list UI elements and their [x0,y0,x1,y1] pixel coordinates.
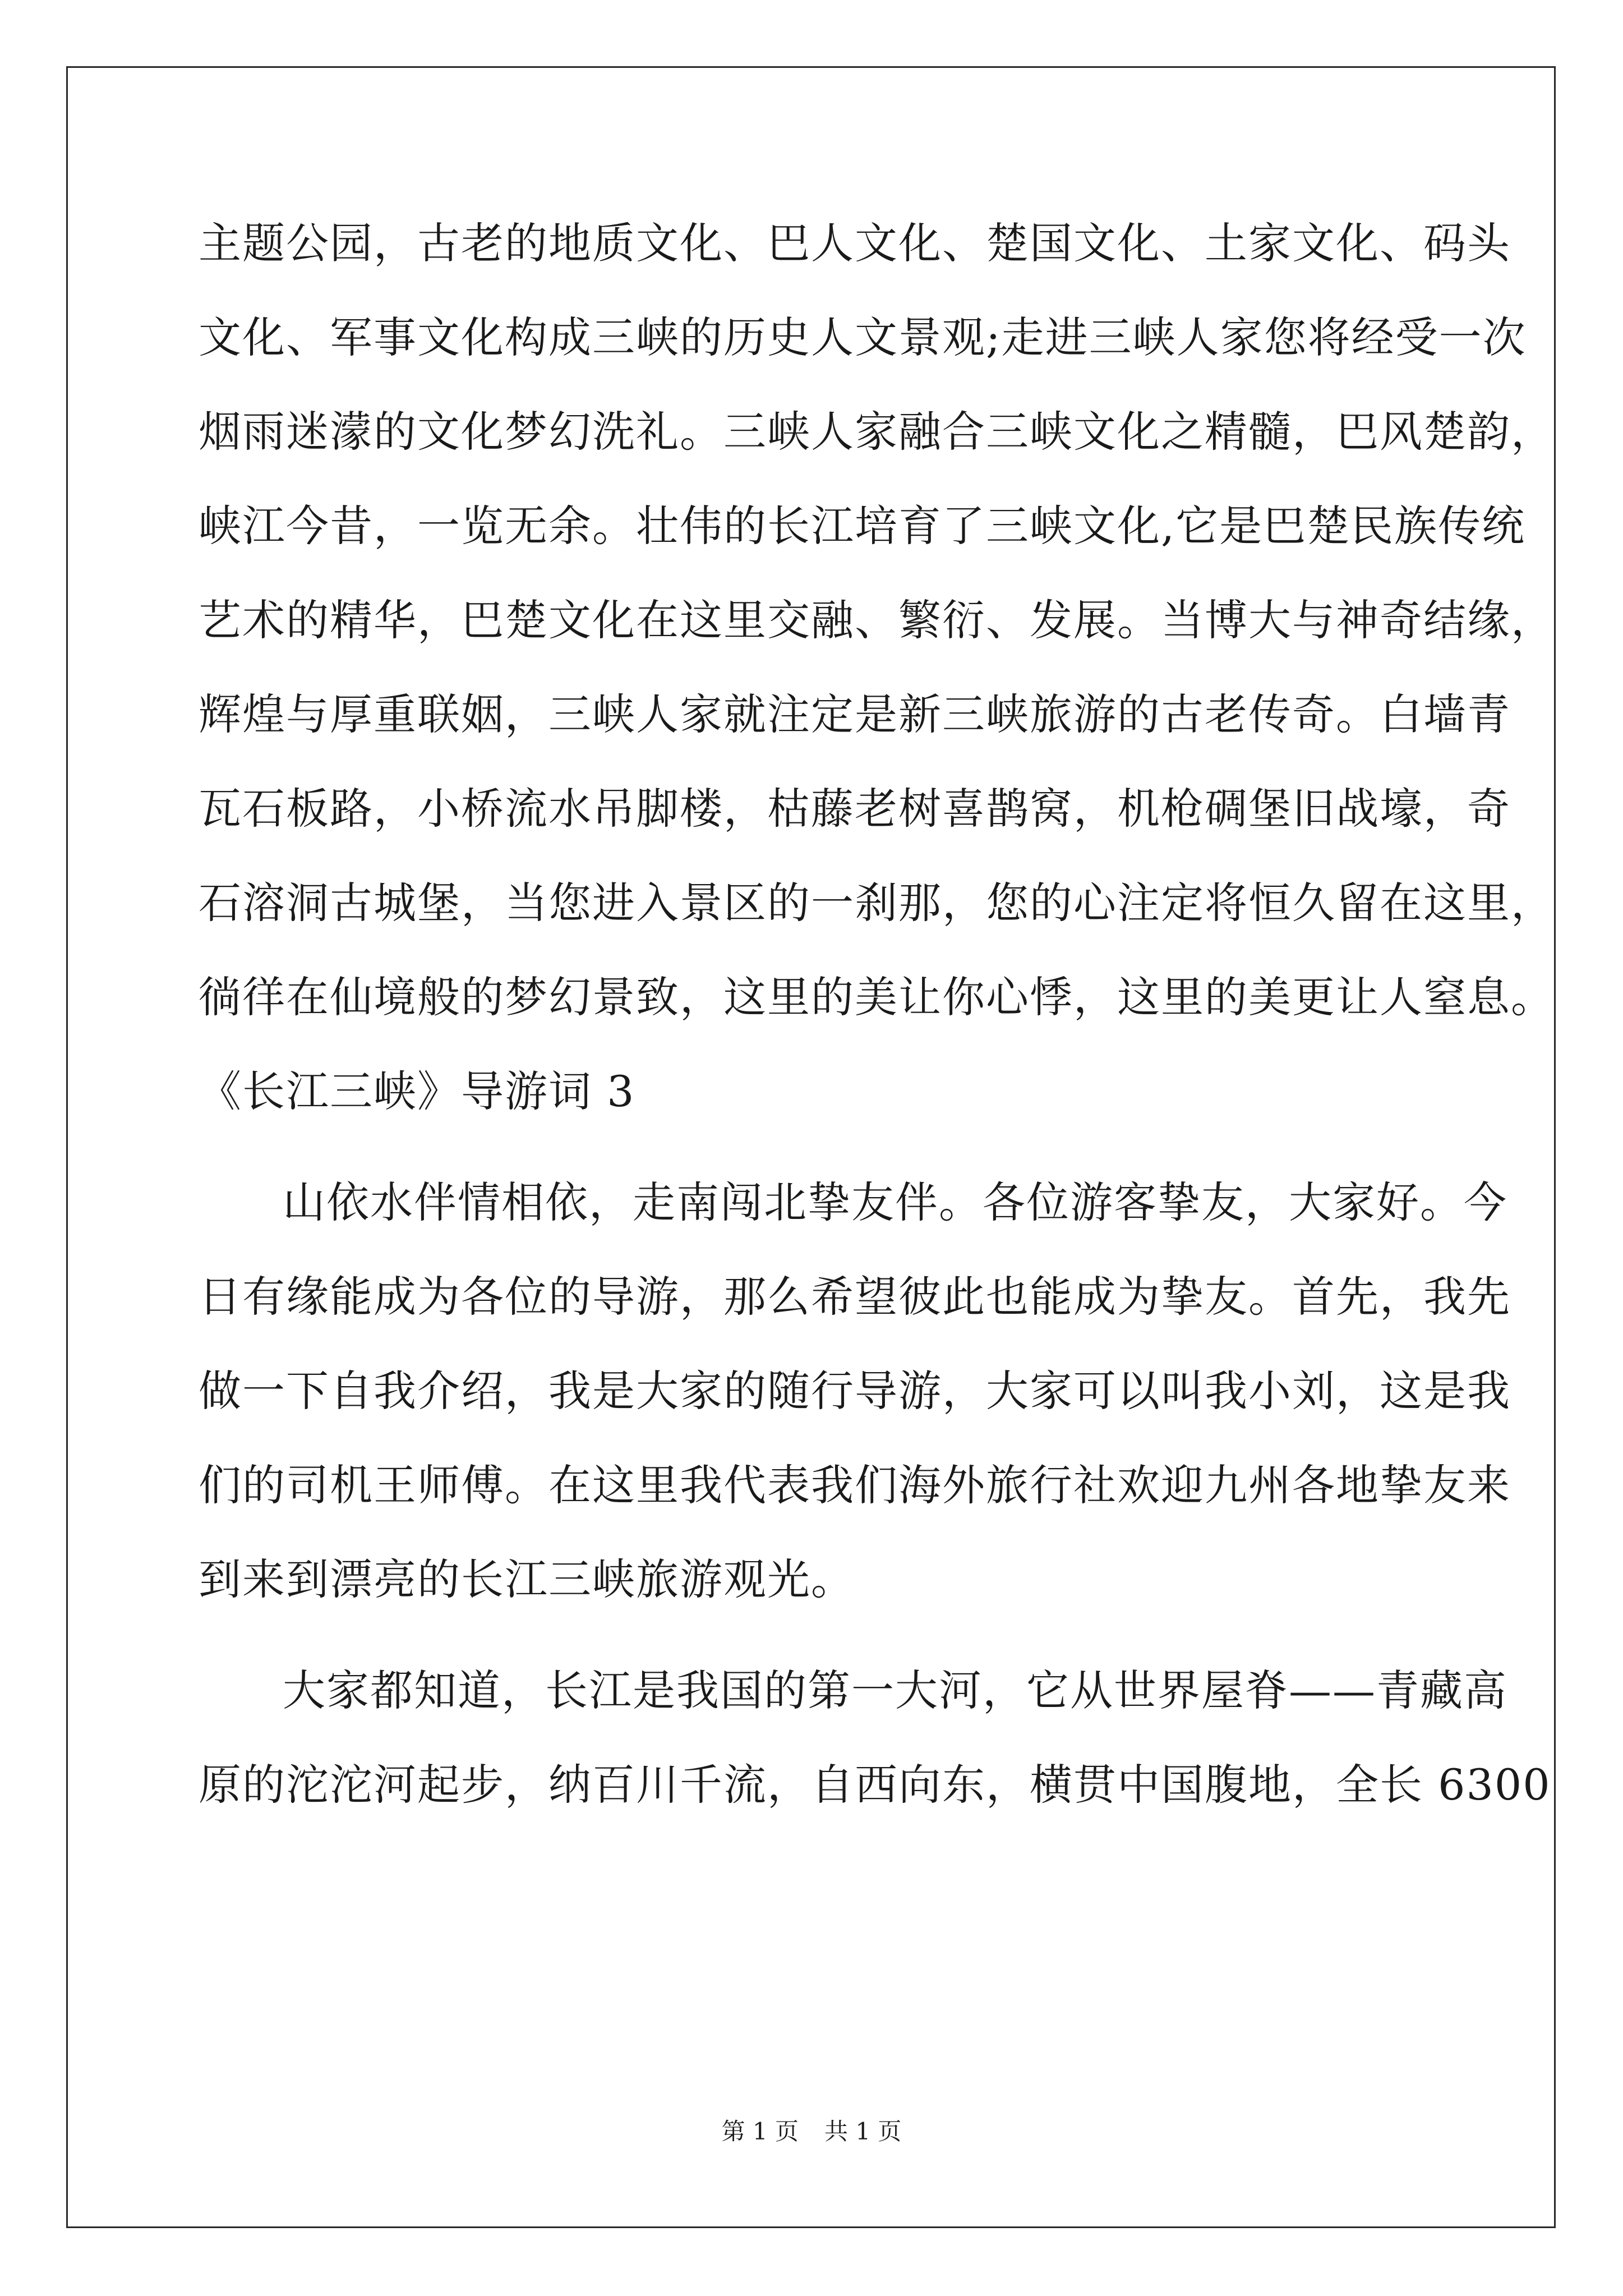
text-line: 大家都知道，长江是我国的第一大河，它从世界屋脊——青藏高 [283,1665,1507,1715]
text-line: 山依水伴情相依，走南闯北挚友伴。各位游客挚友，大家好。今 [283,1177,1507,1227]
section-heading: 《长江三峡》导游词 3 [199,1066,635,1116]
text-line: 日有缘能成为各位的导游，那么希望彼此也能成为挚友。首先，我先 [199,1272,1511,1322]
page-footer [0,2115,1623,2148]
text-line: 瓦石板路，小桥流水吊脚楼，枯藤老树喜鹊窝，机枪碉堡旧战壕，奇 [199,784,1511,834]
text-line: 做一下自我介绍，我是大家的随行导游，大家可以叫我小刘，这是我 [199,1366,1511,1416]
page-number: 第 1 页 [721,2118,799,2145]
text-line: 文化、军事文化构成三峡的历史人文景观;走进三峡人家您将经受一次 [199,312,1527,362]
text-line: 石溶洞古城堡，当您进入景区的一刹那，您的心注定将恒久留在这里， [199,878,1555,928]
paragraph-1 [199,196,1555,1045]
text-line: 到来到漂亮的长江三峡旅游观光。 [199,1554,855,1604]
text-line: 辉煌与厚重联姻，三峡人家就注定是新三峡旅游的古老传奇。白墙青 [199,689,1511,739]
paragraph-3 [199,1644,1551,1832]
page-total: 共 1 页 [824,2118,902,2145]
text-line: 原的沱沱河起步，纳百川千流，自西向东，横贯中国腹地，全长 6300 [199,1760,1551,1810]
text-line: 峡江今昔，一览无余。壮伟的长江培育了三峡文化,它是巴楚民族传统 [199,501,1526,551]
text-line: 艺术的精华，巴楚文化在这里交融、繁衍、发展。当博大与神奇结缘， [199,595,1555,645]
text-line: 们的司机王师傅。在这里我代表我们海外旅行社欢迎九州各地挚友来 [199,1460,1511,1510]
document-body [199,196,1555,1832]
text-line: 烟雨迷濛的文化梦幻洗礼。三峡人家融合三峡文化之精髓，巴风楚韵， [199,407,1555,457]
paragraph-2 [199,1156,1511,1627]
text-line: 主题公园，古老的地质文化、巴人文化、楚国文化、土家文化、码头 [199,218,1511,268]
text-line: 徜徉在仙境般的梦幻景致，这里的美让你心悸，这里的美更让人窒息。 [199,972,1555,1022]
